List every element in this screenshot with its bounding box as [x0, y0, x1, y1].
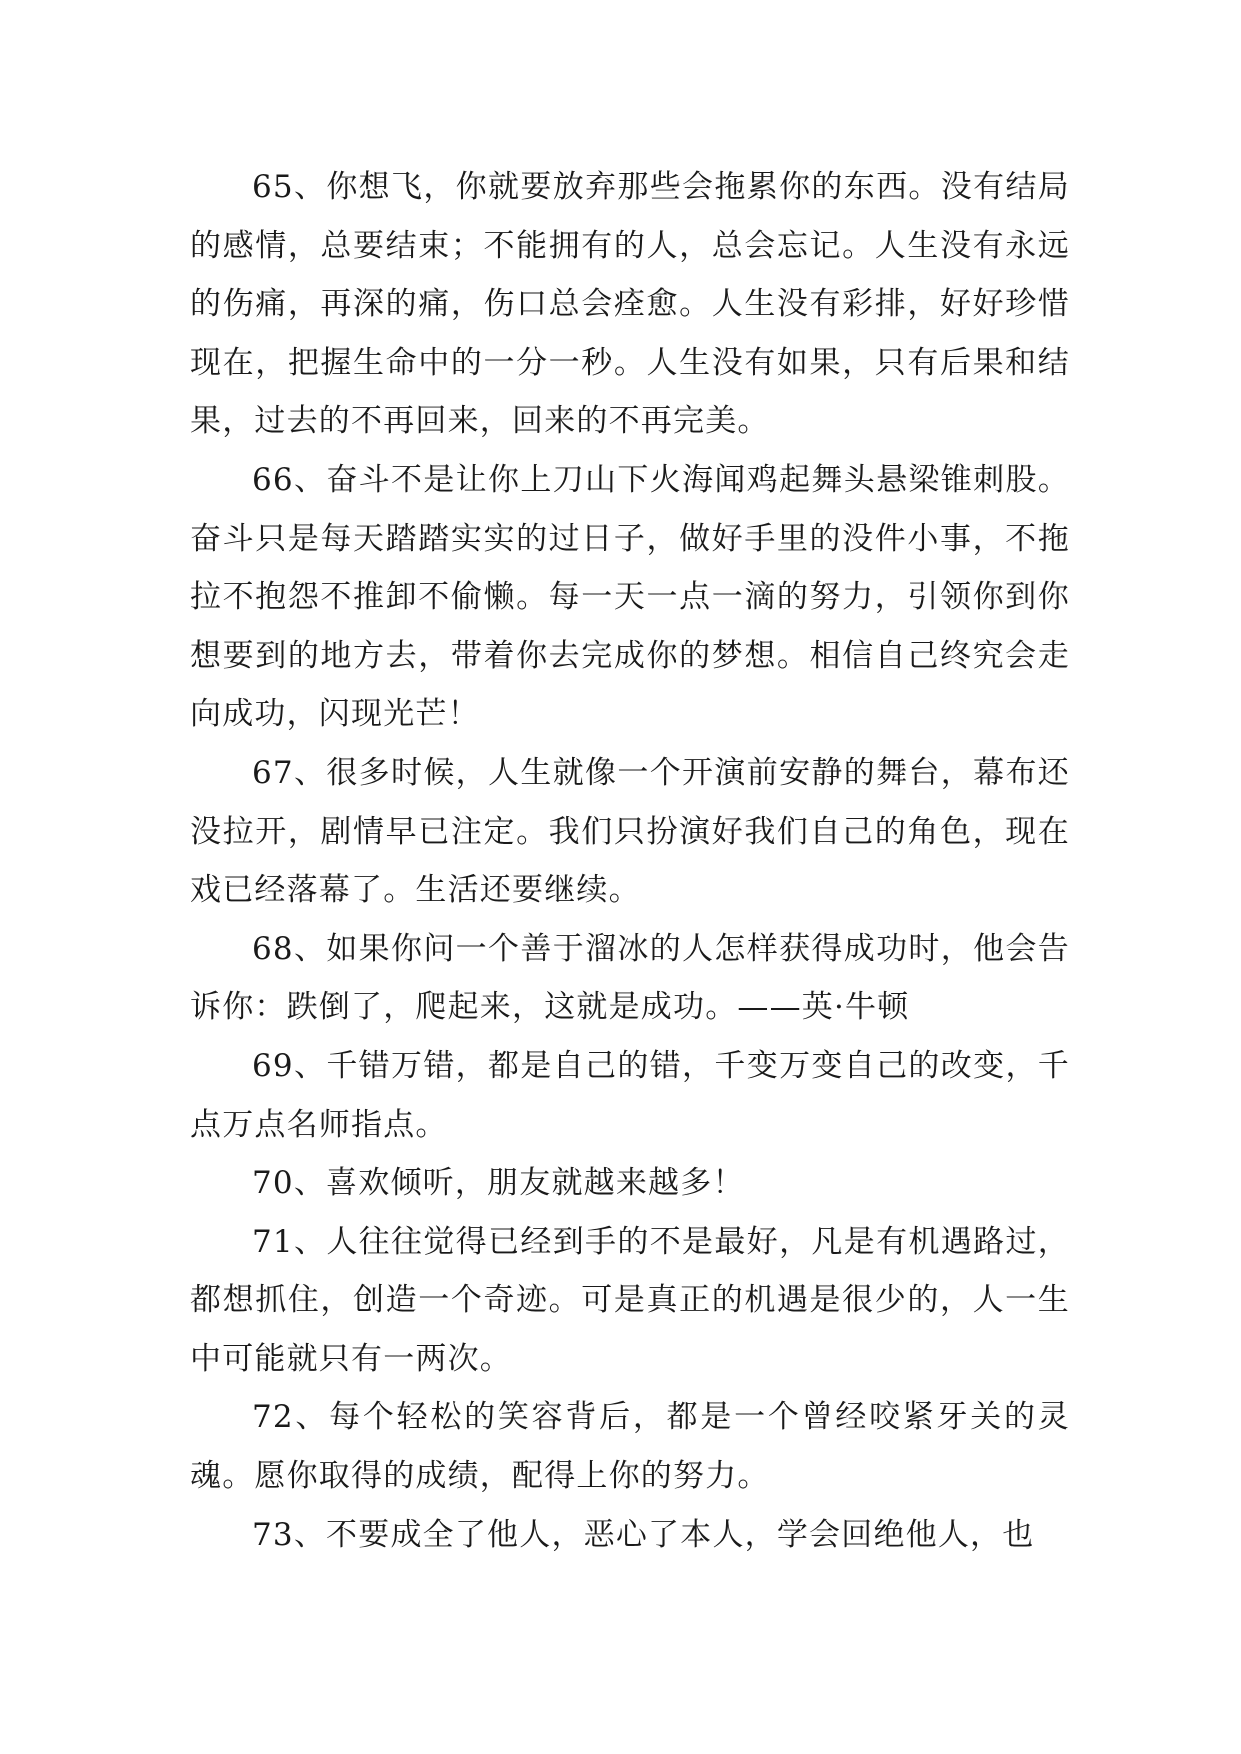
paragraph-71: 71、人往往觉得已经到手的不是最好，凡是有机遇路过，都想抓住，创造一个奇迹。可是真正的机遇是很少的，人一生中可能就只有一两次。	[190, 1223, 1070, 1377]
paragraph-70: 70、喜欢倾听，朋友就越来越多！	[252, 1165, 745, 1202]
paragraph-67: 67、很多时候，人生就像一个开演前安静的舞台，幕布还没拉开，剧情早已注定。我们只扮演好我们自己的角色，现在戏已经落幕了。生活还要继续。	[190, 754, 1070, 909]
paragraph-73: 73、不要成全了他人，恶心了本人，学会回绝他人，也	[252, 1516, 1035, 1553]
paragraph-69: 69、千错万错，都是自己的错，千变万变自己的改变，千点万点名师指点。	[190, 1047, 1070, 1143]
document-body	[190, 158, 1070, 1564]
paragraph-66: 66、奋斗不是让你上刀山下火海闻鸡起舞头悬梁锥刺股。奋斗只是每天踏踏实实的过日子，做好手里的没件小事，不拖拉不抱怨不推卸不偷懒。每一天一点一滴的努力，引领你到你想要到的地方去，带着你去完成你的梦想。相信自己终究会走向成功，闪现光芒！	[190, 461, 1070, 733]
paragraph-65: 65、你想飞，你就要放弃那些会拖累你的东西。没有结局的感情，总要结束；不能拥有的人，总会忘记。人生没有永远的伤痛，再深的痛，伤口总会痊愈。人生没有彩排，好好珍惜现在，把握生命中的一分一秒。人生没有如果，只有后果和结果，过去的不再回来，回来的不再完美。	[190, 169, 1070, 440]
paragraph-68: 68、如果你问一个善于溜冰的人怎样获得成功时，他会告诉你：跌倒了，爬起来，这就是成功。——英·牛顿	[190, 930, 1070, 1026]
paragraph-72: 72、每个轻松的笑容背后，都是一个曾经咬紧牙关的灵魂。愿你取得的成绩，配得上你的努力。	[190, 1399, 1070, 1495]
